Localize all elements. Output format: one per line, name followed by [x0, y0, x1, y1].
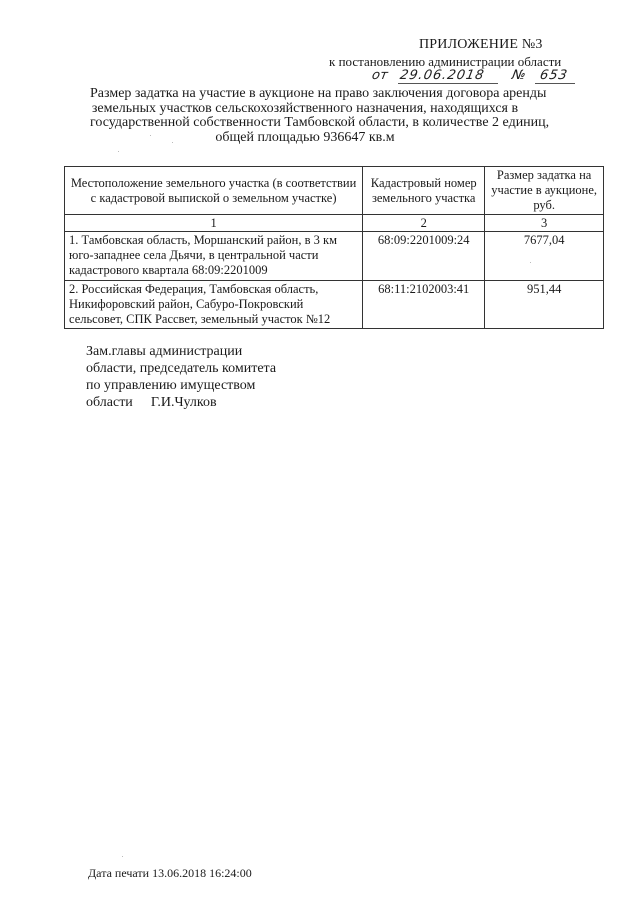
scan-speck	[172, 142, 173, 143]
deposit-table	[64, 166, 604, 329]
signature-block	[86, 343, 276, 411]
location-cell: 1. Тамбовская область, Моршанский район, в 3 км юго-западнее села Дьячи, в центральной части кадастрового квартала 68:09:2201009	[65, 232, 363, 281]
decree-date-prefix: от	[370, 68, 389, 83]
heading-line: общей площадью 936647 кв.м	[215, 129, 395, 145]
decree-reference	[370, 68, 600, 86]
signature-last-line	[86, 394, 276, 411]
table-row	[65, 232, 604, 281]
heading-line: государственной собственности Тамбовской области, в количестве 2 единиц,	[90, 115, 550, 130]
print-date: Дата печати 13.06.2018 16:24:00	[88, 866, 252, 880]
heading-line: Размер задатка на участие в аукционе на право заключения договора аренды	[90, 86, 547, 101]
header-deposit: Размер задатка на участие в аукционе, руб.	[485, 167, 604, 215]
location-cell: 2. Российская Федерация, Тамбовская область, Никифоровский район, Сабуро-Покровский сельсовет, СПК Рассвет, земельный участок №12	[65, 281, 363, 329]
header-cadastral-number: Кадастровый номер земельного участка	[363, 167, 485, 215]
deposit-cell: 7677,04	[485, 232, 604, 281]
scan-speck	[530, 262, 531, 263]
decree-number-underline	[535, 83, 575, 84]
column-number-row	[65, 215, 604, 232]
decree-number-prefix: №	[510, 68, 527, 83]
cadastral-number-cell: 68:09:2201009:24	[363, 232, 485, 281]
signature-line-prefix: области	[86, 395, 133, 410]
cadastral-number-cell: 68:11:2102003:41	[363, 281, 485, 329]
table-row	[65, 281, 604, 329]
scan-speck	[150, 135, 151, 136]
signer-name: Г.И.Чулков	[150, 395, 217, 410]
document-heading	[90, 86, 550, 145]
deposit-cell: 951,44	[485, 281, 604, 329]
scan-speck	[122, 856, 123, 857]
scan-speck	[118, 151, 119, 152]
signature-line: области, председатель комитета	[86, 361, 277, 376]
signature-line: Зам.главы администрации	[86, 344, 243, 359]
decree-number: 653	[538, 68, 570, 83]
appendix-subtitle: к постановлению администрации области	[329, 54, 562, 69]
header-location: Местоположение земельного участка (в соответствии с кадастровой выпиской о земельном участке)	[65, 167, 363, 215]
column-number: 3	[485, 215, 604, 232]
decree-date: 29.06.2018	[398, 68, 486, 83]
signature-line: по управлению имуществом	[86, 378, 256, 393]
table-header-row	[65, 167, 604, 215]
appendix-title: ПРИЛОЖЕНИЕ №3	[419, 37, 543, 52]
decree-date-underline	[398, 83, 498, 84]
column-number: 1	[65, 215, 363, 232]
heading-line: земельных участков сельскохозяйственного назначения, находящихся в	[91, 100, 519, 116]
column-number: 2	[363, 215, 485, 232]
